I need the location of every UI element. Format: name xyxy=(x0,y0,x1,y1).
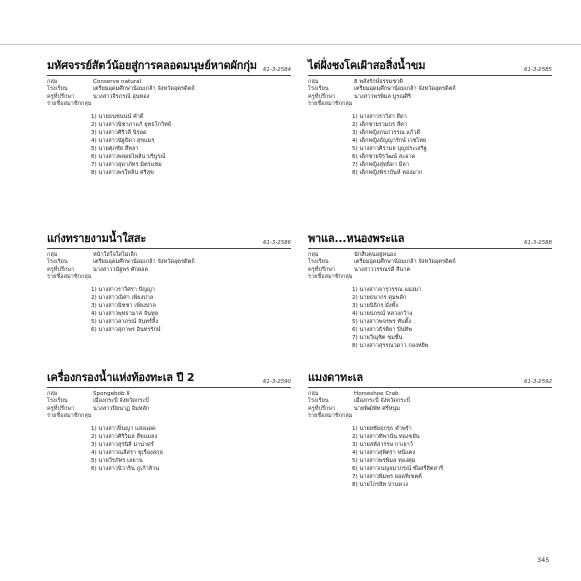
advisor-value: นายพิฒิพัท ศรีหนุ่ม xyxy=(354,405,400,412)
project-code: 61-3-2592 xyxy=(524,379,552,385)
member-item: 5) นางสาวศิรามล บุญประเสริฐ xyxy=(352,145,427,152)
member-item: 1) นางสาวราวิสา สีดา xyxy=(352,113,407,120)
members-heading: รายชื่อสมาชิกกลุ่ม xyxy=(47,101,92,108)
project-meta xyxy=(308,79,552,109)
project-header xyxy=(47,368,291,388)
group-label: กลุ่ม xyxy=(47,79,58,85)
advisor-label: ครูที่ปรึกษา xyxy=(47,266,75,273)
member-item: 1) นางสาวปิ่นญา แสงแดด xyxy=(91,425,156,432)
project-title: มหัศจรรย์สัตว์น้อยสู่การคลอดมนุษย์หาดผักกุ่ม xyxy=(47,59,257,72)
project-title: แมงดาทะเล xyxy=(308,371,363,384)
members-heading: รายชื่อสมาชิกกลุ่ม xyxy=(308,101,353,108)
member-item: 8) นางสาวพรใหลิน ศรีสุข xyxy=(91,169,154,176)
advisor-value: นางสาววรรณรดี สีนาค xyxy=(354,266,411,273)
advisor-value: นางสาวปิยนาฏ อิ่มหลัก xyxy=(93,405,150,412)
project-code: 61-3-2585 xyxy=(524,67,552,73)
project-title: ไต่ฝั่งชงโคเฝ้าสอสิ่งน้ำขม xyxy=(308,59,426,72)
members-heading: รายชื่อสมาชิกกลุ่ม xyxy=(308,274,353,281)
member-item: 2) นางสาวศิริวิมล สีขแมลง xyxy=(91,433,158,440)
top-rule xyxy=(0,44,581,45)
member-item: 1) นายยชัยฤกรุธ คำพร้า xyxy=(352,425,412,432)
group-label: กลุ่ม xyxy=(308,79,319,85)
member-item: 3) นางสาวสุรนิลี มานาดร์ xyxy=(91,441,154,448)
project-header xyxy=(308,229,552,249)
member-item: 4) นางสาวณลีสรา ชูเรืองสกุล xyxy=(91,449,163,456)
member-item: 5) นายวีรภัทร เลยาน xyxy=(91,457,143,464)
advisor-value: นางสาวพรพิมล บูรณศิริ xyxy=(354,93,411,100)
school-label: โรงเรียน xyxy=(47,259,68,266)
member-list xyxy=(352,425,552,489)
member-item: 6) เด็กชายจิรวัฒน์ สะอาด xyxy=(352,153,416,160)
project-meta xyxy=(47,391,291,421)
member-item: 8) นางสาวสุรรณวดาว กองหยิพ xyxy=(352,342,429,349)
member-item: 2) นายธนากร คุ่มพลัก xyxy=(352,294,407,301)
project-title: พาแล...หนองพระแล xyxy=(308,232,405,245)
school-value: เมืองกระบี่ จังหวัดกระบี่ xyxy=(354,398,410,405)
member-list xyxy=(91,286,291,334)
project-title: แก่งทรายงามน้ำใสสะ xyxy=(47,232,147,245)
group-label: กลุ่ม xyxy=(47,252,58,258)
member-item: 5) นางสาวพรพิมล ทองคุ่ม xyxy=(352,457,416,464)
group-label: กลุ่ม xyxy=(308,391,319,397)
member-item: 7) นางสาวพิมพร ยอดทิเขตต์ xyxy=(352,473,422,480)
project-code: 61-3-2588 xyxy=(524,240,552,246)
project-code: 61-3-2586 xyxy=(263,240,291,246)
school-value: เตรียมอุดมศึกษาน้อมเกล้า จังหวัดอุตรดิตถ์ xyxy=(354,86,456,93)
advisor-label: ครูที่ปรึกษา xyxy=(47,405,75,412)
member-item: 5) นางสาวลาภรณ์ จันทร์ลิ้ง xyxy=(91,318,159,325)
member-item: 4) นายปภรณ์ หลวงกว้าง xyxy=(352,310,413,317)
member-item: 1) นางสาวราวิศรา ปัญญา xyxy=(91,286,155,293)
school-label: โรงเรียน xyxy=(47,398,68,405)
member-item: 3) นายนิธิกร มั่งทั้ง xyxy=(352,302,399,309)
advisor-value: นางสาวจีรภรณ์ อุ่นทอง xyxy=(93,93,150,100)
member-item: 8) เด็กหญิงพิราบันห์ ทองมาก xyxy=(352,169,423,176)
project-header xyxy=(308,368,552,388)
member-item: 6) นางสาวเบญจมาภรณ์ ซ๊อสรีสิตสารี xyxy=(352,465,444,472)
school-label: โรงเรียน xyxy=(308,398,329,405)
member-list xyxy=(91,113,291,177)
members-heading: รายชื่อสมาชิกกลุ่ม xyxy=(47,413,92,420)
member-item: 1) นายธนชนนน์ คำดี xyxy=(91,113,144,120)
project-meta xyxy=(308,252,552,282)
project-title: เครื่องกรองน้ำแห่งท้องทะเล ปี 2 xyxy=(47,371,195,384)
member-item: 5) นางสาวพจรพร ทับตั้ง xyxy=(352,318,411,325)
member-item: 2) นางสาวทิพานัน ทองขยัน xyxy=(352,433,420,440)
member-item: 6) นางสาวนิวาริน ภูเก้าลิวน xyxy=(91,465,160,472)
advisor-value: นางสาววนัฐพร ศักยอด xyxy=(93,266,149,273)
member-item: 1) นางสาวจารุวรรณ แม่งมา xyxy=(352,286,422,293)
member-item: 2) เด็กชายรวมบร สีตา xyxy=(352,121,408,128)
project-meta xyxy=(47,79,291,109)
project-card xyxy=(308,368,552,489)
project-meta xyxy=(47,252,291,282)
advisor-label: ครูที่ปรึกษา xyxy=(308,266,336,273)
member-item: 5) นายศุภชัย สีหลา xyxy=(91,145,139,152)
member-item: 3) นางสาวนิชชา เพียงปาล xyxy=(91,302,156,309)
school-label: โรงเรียน xyxy=(308,86,329,93)
group-value: Spongebob II xyxy=(93,391,130,397)
project-card xyxy=(308,56,552,177)
group-label: กลุ่ม xyxy=(308,252,319,258)
group-value: Conserve natural xyxy=(93,79,142,85)
group-label: กลุ่ม xyxy=(47,391,58,397)
member-item: 3) เด็กหญิงกนกวรรณ แก้วดี xyxy=(352,129,421,136)
advisor-label: ครูที่ปรึกษา xyxy=(308,93,336,100)
member-item: 4) นางสาวนัฐธิดา สุขแมร xyxy=(91,137,155,144)
members-heading: รายชื่อสมาชิกกลุ่ม xyxy=(47,274,92,281)
member-item: 7) นายวีณุชิต ชมชื่น xyxy=(352,334,403,341)
project-card xyxy=(308,229,552,350)
member-item: 3) นายสหัสวรรษ กาเยาว์ xyxy=(352,441,413,448)
project-header xyxy=(47,56,291,76)
member-item: 6) นางสาวสุภาพร อินทรรักษ์ xyxy=(91,326,161,333)
member-item: 2) นางสาวนิชาภาแก้ ยุทธโกวิทย์ xyxy=(91,121,172,128)
school-value: เตรียมอุดมศึกษาน้อมเกล้า จังหวัดอุตรดิตถ์ xyxy=(354,259,456,266)
project-header xyxy=(47,229,291,249)
school-value: เมืองกระบี่ จังหวัดกระบี่ xyxy=(93,398,149,405)
member-list xyxy=(91,425,291,473)
member-list xyxy=(352,113,552,177)
member-item: 6) นางสาวธิรติยา ปินทิพ xyxy=(352,326,412,333)
member-item: 6) นางสาวพลอยไพลิน บริบูรณ์ xyxy=(91,153,166,160)
project-card xyxy=(47,368,291,473)
member-item: 8) นายไกรสิท ปานพวง xyxy=(352,481,408,488)
group-value: หน้าใสใจใสไม่เล็ก xyxy=(93,252,138,258)
project-header xyxy=(308,56,552,76)
project-code: 61-3-2584 xyxy=(263,67,291,73)
member-item: 7) นางสาวสุดาภัทร มิตรแช่ม xyxy=(91,161,162,168)
member-item: 3) นางสาวศิริวลี นิรอด xyxy=(91,129,147,136)
project-meta xyxy=(308,391,552,421)
school-label: โรงเรียน xyxy=(47,86,68,93)
member-item: 4) เด็กหญิงธัญญารักษ์ เวชไทย xyxy=(352,137,427,144)
project-code: 61-3-2590 xyxy=(263,379,291,385)
school-value: เตรียมอุดมศึกษาน้อมเกล้า จังหวัดอุตรดิตถ์ xyxy=(93,259,195,266)
group-value: Horseshoe Crab xyxy=(354,391,399,397)
member-item: 4) นางสาวพุทธามาส จันทูล xyxy=(91,310,159,317)
advisor-label: ครูที่ปรึกษา xyxy=(47,93,75,100)
members-heading: รายชื่อสมาชิกกลุ่ม xyxy=(308,413,353,420)
group-value: นักสืบคนอยู่หนอง xyxy=(354,252,396,258)
school-value: เตรียมอุดมศึกษาน้อมเกล้า จังหวัดอุตรดิตถ์ xyxy=(93,86,195,93)
member-list xyxy=(352,286,552,350)
school-label: โรงเรียน xyxy=(308,259,329,266)
group-value: 8 พลังรักษ์ธรรมชาติ xyxy=(354,79,403,85)
member-item: 4) นางสาวสุพิตรา หนีแคง xyxy=(352,449,416,456)
page-number: 345 xyxy=(537,556,550,564)
project-card xyxy=(47,229,291,334)
advisor-label: ครูที่ปรึกษา xyxy=(308,405,336,412)
project-card xyxy=(47,56,291,177)
member-item: 2) นางสาวณิศา เพียงปาล xyxy=(91,294,154,301)
member-item: 7) เด็กหญิงสุทธิดา มีลา xyxy=(352,161,409,168)
